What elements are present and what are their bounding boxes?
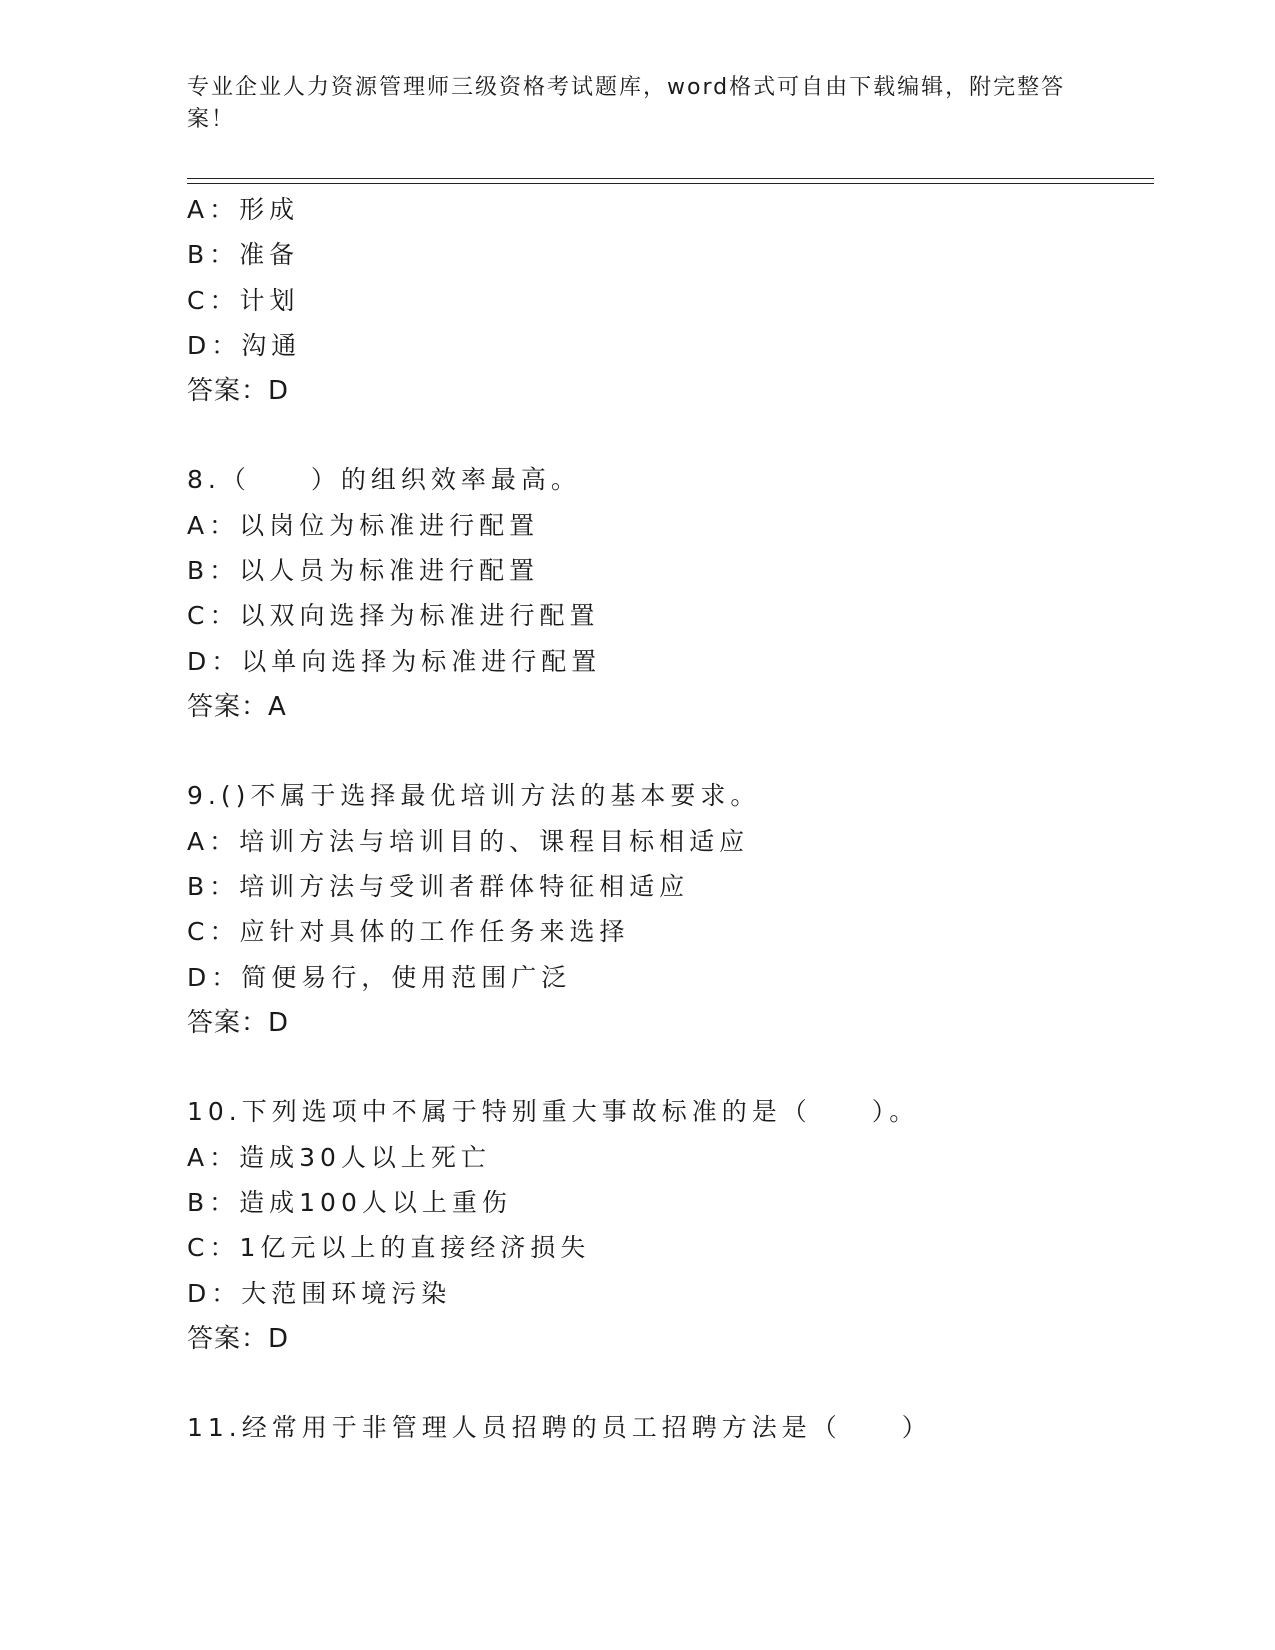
option-c: C：应针对具体的工作任务来选择 xyxy=(187,917,630,946)
question-10-title: 10.下列选项中不属于特别重大事故标准的是（ ）。 xyxy=(187,1097,920,1126)
option-a: A：培训方法与培训目的、课程目标相适应 xyxy=(187,827,750,856)
answer-line: 答案：A xyxy=(187,692,287,722)
option-c: C：以双向选择为标准进行配置 xyxy=(187,601,600,630)
option-b: B：培训方法与受训者群体特征相适应 xyxy=(187,872,690,901)
option-d: D：沟通 xyxy=(187,331,302,360)
option-c: C：计划 xyxy=(187,286,300,315)
option-d: D：简便易行，使用范围广泛 xyxy=(187,963,572,992)
answer-line: 答案：D xyxy=(187,1324,290,1354)
option-a: A：以岗位为标准进行配置 xyxy=(187,511,540,540)
question-11-title: 11.经常用于非管理人员招聘的员工招聘方法是（ ） xyxy=(187,1413,932,1442)
option-a: A：造成30人以上死亡 xyxy=(187,1143,491,1172)
header-rule-bottom xyxy=(187,183,1154,184)
option-b: B：准备 xyxy=(187,240,300,269)
option-c: C：1亿元以上的直接经济损失 xyxy=(187,1233,591,1262)
answer-line: 答案：D xyxy=(187,1008,290,1038)
answer-line: 答案：D xyxy=(187,376,290,406)
option-d: D：大范围环境污染 xyxy=(187,1279,452,1308)
option-b: B：造成100人以上重伤 xyxy=(187,1188,512,1217)
header-rule-top xyxy=(187,178,1154,179)
option-b: B：以人员为标准进行配置 xyxy=(187,556,540,585)
document-header: 专业企业人力资源管理师三级资格考试题库，word格式可自由下载编辑，附完整答案！ xyxy=(187,75,1066,132)
question-8-title: 8.（ ）的组织效率最高。 xyxy=(187,465,581,494)
option-d: D：以单向选择为标准进行配置 xyxy=(187,647,602,676)
question-9-title: 9.()不属于选择最优培训方法的基本要求。 xyxy=(187,781,761,810)
option-a: A：形成 xyxy=(187,195,300,224)
